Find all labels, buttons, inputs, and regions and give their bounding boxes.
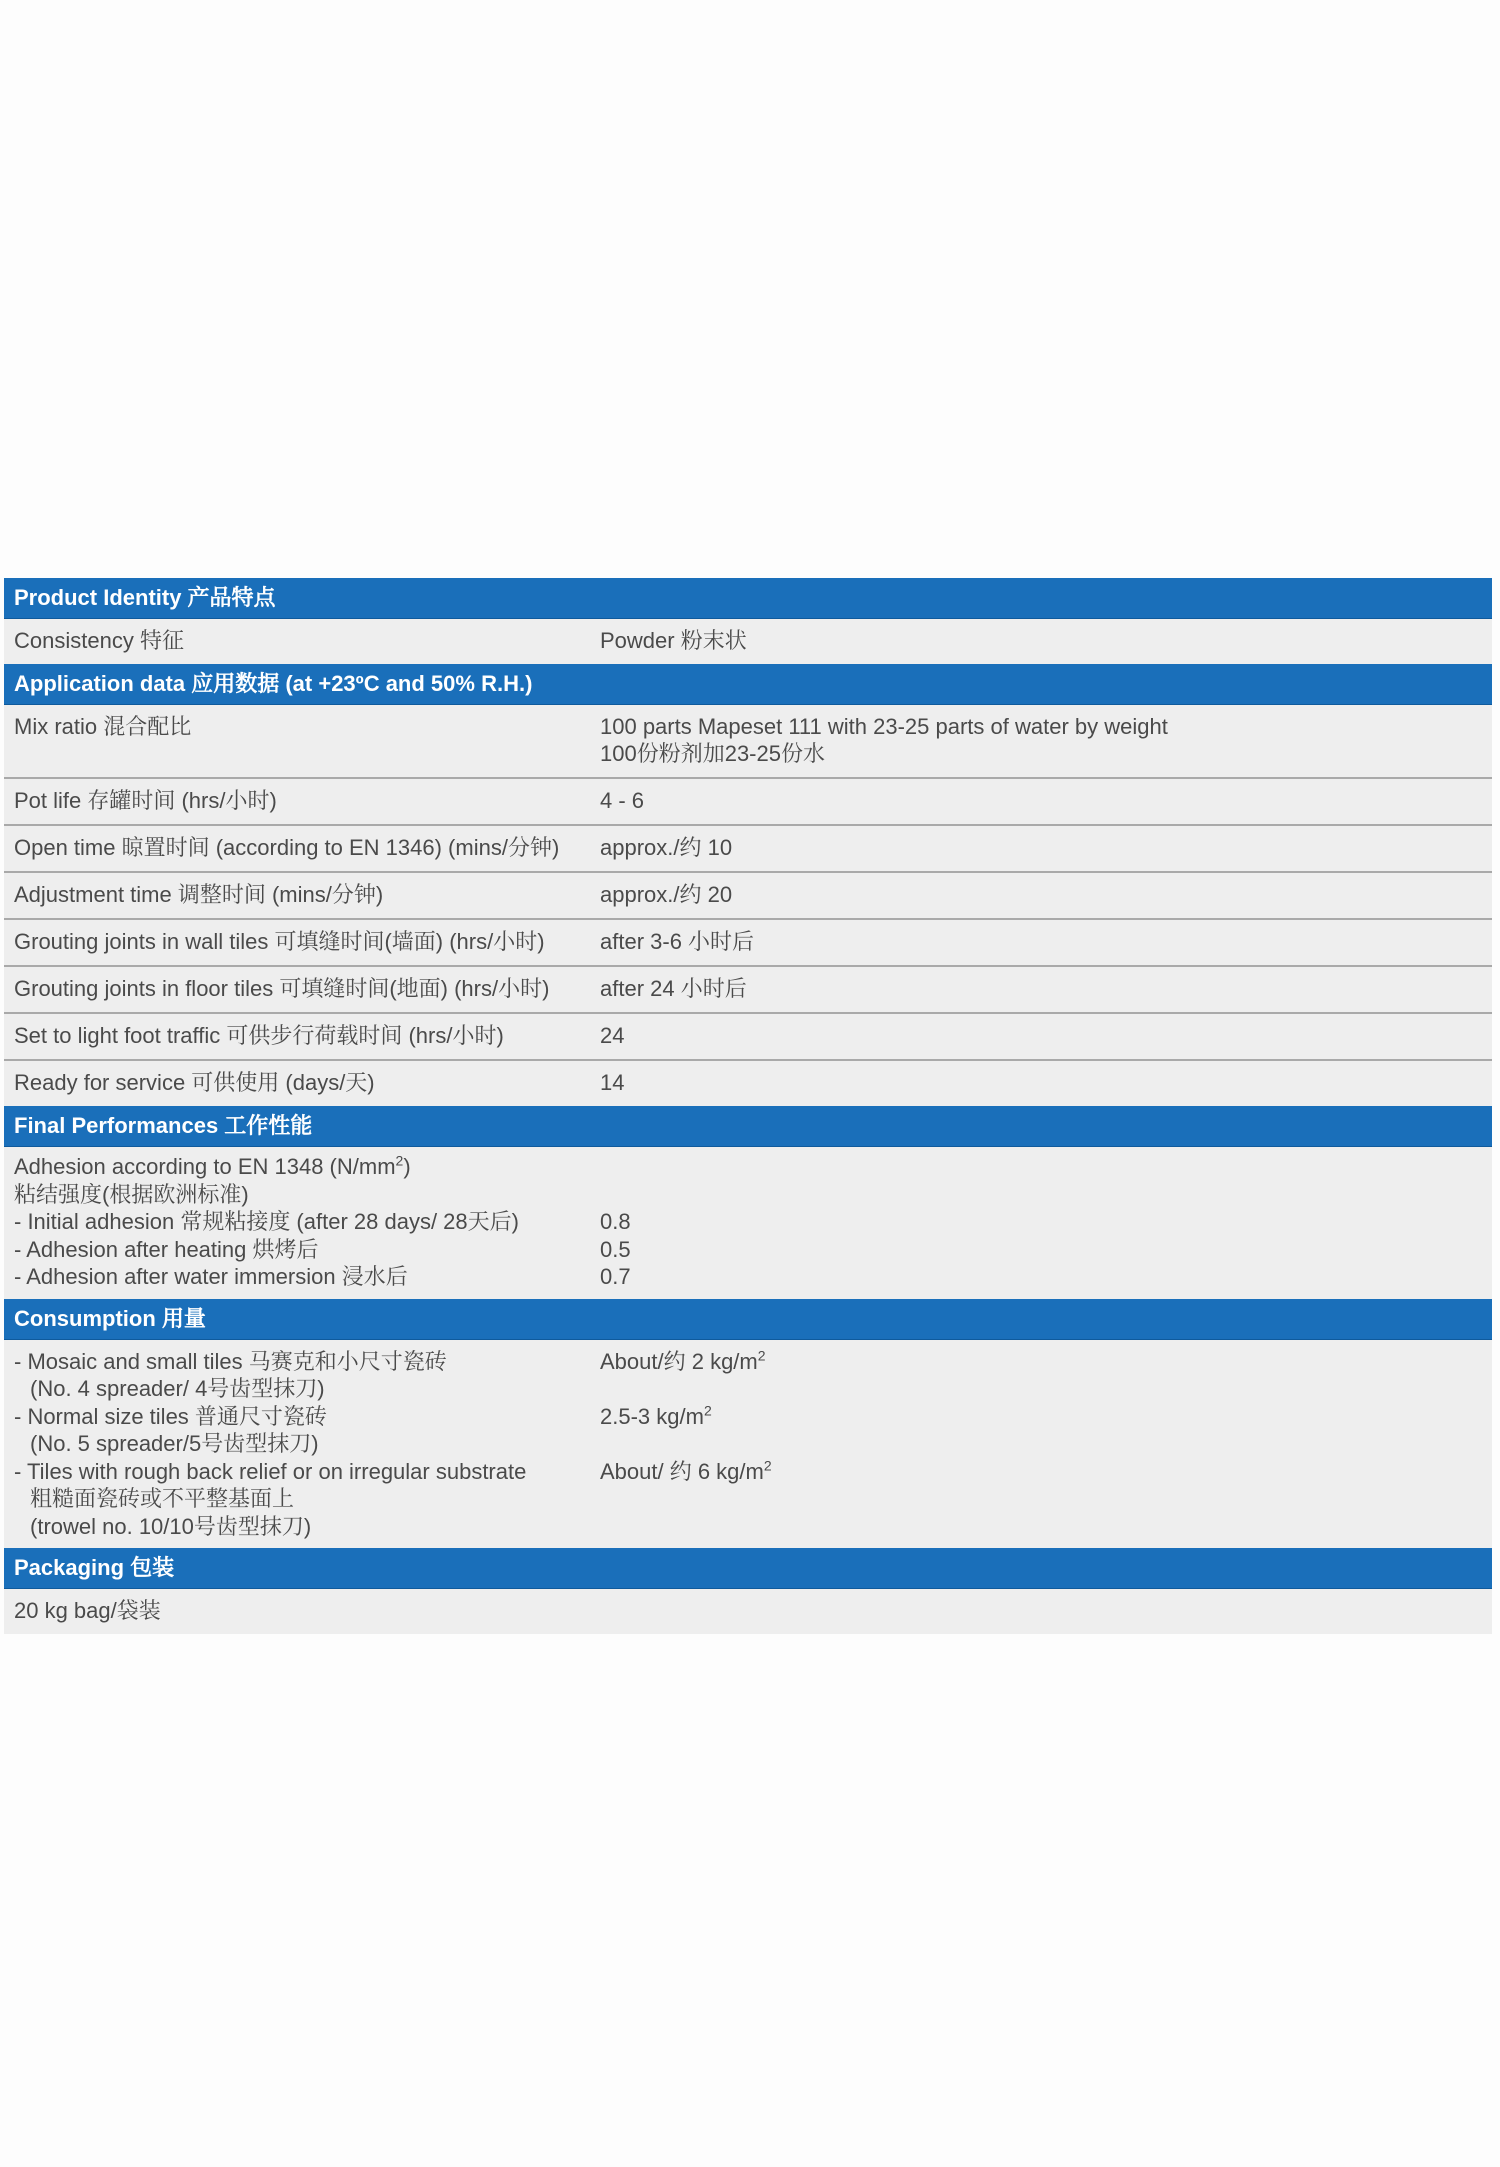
- table-row: [4, 705, 1492, 779]
- item-value: 0.8: [600, 1209, 631, 1234]
- row-label: Grouting joints in wall tiles 可填缝时间(墙面) (hrs/小时): [14, 929, 545, 954]
- item-label: - Initial adhesion 常规粘接度 (after 28 days/ 28天后): [14, 1209, 519, 1234]
- row-value: 4 - 6: [600, 788, 645, 813]
- row-value: approx./约 10: [600, 835, 733, 860]
- list-item-sub: [14, 1430, 1482, 1458]
- section-header-final-performances: Final Performances 工作性能: [4, 1106, 1492, 1147]
- consumption-block: [4, 1340, 1492, 1549]
- technical-data-sheet: [4, 578, 1492, 1634]
- item-label: - Adhesion after heating 烘烤后: [14, 1236, 319, 1262]
- list-item: [14, 1263, 1482, 1291]
- list-item: [14, 1403, 1482, 1431]
- table-row: [4, 619, 1492, 664]
- table-row: [4, 920, 1492, 967]
- list-item-sub: [14, 1375, 1482, 1403]
- row-label: Grouting joints in floor tiles 可填缝时间(地面) (hrs/小时): [14, 976, 550, 1001]
- row-value-line: 100份粉剂加23-25份水: [600, 741, 825, 766]
- table-row: [4, 779, 1492, 826]
- section-header-product-identity: Product Identity 产品特点: [4, 578, 1492, 619]
- item-label: - Mosaic and small tiles 马赛克和小尺寸瓷砖: [14, 1348, 447, 1374]
- adhesion-subtitle: 粘结强度(根据欧洲标准): [14, 1181, 249, 1207]
- table-row: [4, 1014, 1492, 1061]
- adhesion-title-line: [14, 1153, 1482, 1181]
- list-item: [14, 1348, 1482, 1376]
- list-item: [14, 1236, 1482, 1264]
- item-label: - Tiles with rough back relief or on irregular substrate: [14, 1458, 527, 1484]
- row-value: Powder 粉末状: [600, 628, 747, 653]
- adhesion-title: Adhesion according to EN 1348 $(N/mm^2)$: [14, 1152, 411, 1179]
- row-value: [590, 705, 1492, 777]
- list-item: [14, 1208, 1482, 1236]
- row-label: Mix ratio 混合配比: [14, 714, 192, 739]
- row-value-line: 100 parts Mapeset 111 with 23-25 parts of water by weight: [600, 714, 1168, 739]
- row-label: Pot life 存罐时间 (hrs/小时): [14, 788, 277, 813]
- table-row: [4, 1589, 1492, 1634]
- final-performances-block: [4, 1147, 1492, 1299]
- list-item-sub: [14, 1513, 1482, 1541]
- row-label: Open time 晾置时间 (according to EN 1346) (mins/分钟): [14, 835, 560, 860]
- row-value: after 24 小时后: [600, 976, 747, 1001]
- item-value: About/约 2 $kg/m^2$: [600, 1347, 766, 1374]
- item-sublabel: 粗糙面瓷砖或不平整基面上: [30, 1486, 295, 1511]
- section-header-consumption: Consumption 用量: [4, 1299, 1492, 1340]
- item-sublabel: (No. 5 spreader/5号齿型抹刀): [30, 1431, 319, 1456]
- table-row: [4, 873, 1492, 920]
- item-value: 0.7: [600, 1264, 631, 1289]
- row-value: after 3-6 小时后: [600, 929, 755, 954]
- list-item-sub: [14, 1485, 1482, 1513]
- row-value: approx./约 20: [600, 882, 733, 907]
- adhesion-subtitle-line: [14, 1181, 1482, 1209]
- row-label: Consistency 特征: [14, 628, 184, 653]
- table-row: [4, 826, 1492, 873]
- item-value: 0.5: [600, 1236, 631, 1262]
- section-header-application-data: Application data 应用数据 (at +23ºC and 50% R.H.): [4, 664, 1492, 705]
- item-value: About/ 约 6 $kg/m^2$: [600, 1457, 772, 1484]
- row-value: 14: [600, 1070, 625, 1095]
- item-sublabel: (trowel no. 10/10号齿型抹刀): [30, 1513, 312, 1539]
- row-label: Ready for service 可供使用 (days/天): [14, 1070, 375, 1095]
- section-header-packaging: Packaging 包装: [4, 1548, 1492, 1589]
- table-row: [4, 1061, 1492, 1106]
- packaging-text: 20 kg bag/袋装: [14, 1598, 161, 1623]
- item-value: 2.5-3 $kg/m^2$: [600, 1402, 712, 1429]
- list-item: [14, 1458, 1482, 1486]
- item-label: - Adhesion after water immersion 浸水后: [14, 1264, 408, 1289]
- row-label: Adjustment time 调整时间 (mins/分钟): [14, 882, 384, 907]
- row-value: 24: [600, 1023, 625, 1048]
- item-sublabel: (No. 4 spreader/ 4号齿型抹刀): [30, 1376, 325, 1401]
- row-label: Set to light foot traffic 可供步行荷载时间 (hrs/小时): [14, 1023, 504, 1048]
- item-label: - Normal size tiles 普通尺寸瓷砖: [14, 1403, 327, 1429]
- table-row: [4, 967, 1492, 1014]
